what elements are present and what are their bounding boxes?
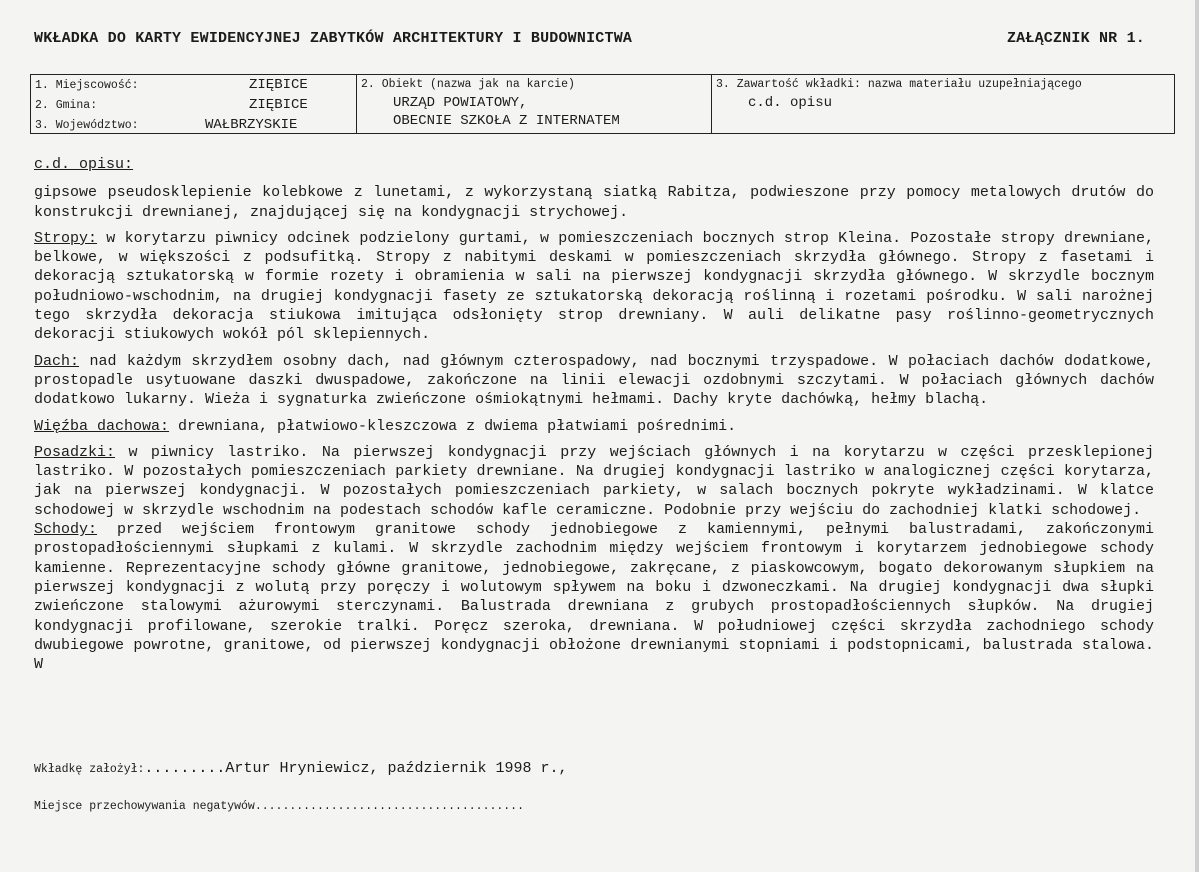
location-column (31, 75, 357, 133)
founder-value: .........Artur Hryniewicz, październik 1998 r., (144, 760, 568, 777)
negatives-line (34, 800, 524, 813)
commune-value: ZIĘBICE (249, 97, 308, 113)
annex-number: ZAŁĄCZNIK NR 1. (1006, 30, 1145, 47)
floors-text: w piwnicy lastriko. Na pierwszej kondygnacji przy wejściach głównych i na korytarzu w części przesklepionej lastriko. W pozostałych pomieszczeniach parkiety drewniane. Na drugiej kondygnacji lastriko w analogicznej części korytarza, jak na pierwszej kondygnacji. W pozostałych pomieszczeniach parkiety, w salach bocznych pokryte wykładzinami. W klatce schodowej w skrzydle wschodnim na podestach schodów kafle ceramiczne. Podobnie przy wejściu do zachodniej klatki schodowej. (34, 443, 1154, 519)
floors-label: Posadzki: (34, 443, 116, 461)
roof-label: Dach: (34, 352, 80, 370)
stairs-text: przed wejściem frontowym granitowe schody jednobiegowe z kamiennymi, pełnymi balustradami, zakończonymi prostopadłościennymi słupkami z kulami. W skrzydle zachodnim między wejściem frontowym i korytarzem jednobiegowe schody kamienne. Reprezentacyjne schody główne granitowe, jednobiegowe, zakręcane, z piaskowcowym, bogato dekorowanym słupkiem na pierwszej kondygnacji z wolutą przy poręczy i wolutowym spływem na boku i dzwoneczkami. Na drugiej kondygnacji dwa słupki zwieńczone stalowymi ażurowymi sterczynami. Balustrada drewniana z grubych prostopadłościennych słupków. Na drugiej kondygnacji profilowane, szerokie tralki. Poręcz szeroka, drewniana. W południowej części skrzydła zachodniego schody dwubiegowe powrotne, granitowe, od pierwszej kondygnacji obłożone drewnianymi stopniami i podstopnicami, balustrada stalowa. W (34, 521, 1154, 674)
truss-text: drewniana, płatwiowo-kleszczowa z dwiema płatwiami pośrednimi. (169, 417, 737, 435)
roof-paragraph (34, 352, 1154, 410)
negatives-label: Miejsce przechowywania negatywów (34, 800, 255, 813)
description-body (34, 155, 1154, 681)
ceilings-label: Stropy: (34, 229, 98, 247)
object-label: 2. Obiekt (nazwa jak na karcie) (361, 78, 575, 91)
content-value: c.d. opisu (748, 95, 833, 111)
truss-paragraph (34, 417, 1154, 436)
section-heading: c.d. opisu: (34, 156, 134, 173)
object-column (357, 75, 712, 133)
object-name-line1: URZĄD POWIATOWY, (393, 95, 528, 111)
founder-line (34, 760, 568, 777)
scan-edge (1195, 0, 1199, 872)
info-table (30, 74, 1175, 134)
voivodeship-label: 3. Województwo: (35, 119, 139, 132)
stairs-label: Schody: (34, 521, 98, 539)
intro-paragraph: gipsowe pseudosklepienie kolebkowe z lunetami, z wykorzystaną siatką Rabitza, podwieszone przy pomocy metalowych drutów do konstrukcji drewnianej, znajdującej się na kondygnacji strychowej. (34, 184, 1154, 221)
locality-label: 1. Miejscowość: (35, 79, 139, 92)
founder-label: Wkładkę założył: (34, 763, 145, 776)
commune-label: 2. Gmina: (35, 99, 98, 112)
ceilings-paragraph (34, 229, 1154, 345)
locality-value: ZIĘBICE (249, 77, 308, 93)
truss-label: Więźba dachowa: (34, 417, 170, 435)
floors-paragraph (34, 443, 1154, 520)
object-name-line2: OBECNIE SZKOŁA Z INTERNATEM (393, 113, 620, 129)
negatives-value: ....................................... (254, 800, 524, 813)
roof-text: nad każdym skrzydłem osobny dach, nad głównym czterospadowy, nad bocznymi trzyspadowe. W połaciach dachów dodatkowe, prostopadle usytuowane daszki dwuspadowe, zakończone na linii elewacji ozdobnymi szczytami. W połaciach głównych dachów dodatkowo lukarny. Wieża i sygnaturka zwieńczone ośmiokątnymi hełmami. Dachy kryte dachówką, hełmy blachą. (34, 352, 1154, 409)
document-title: WKŁADKA DO KARTY EWIDENCYJNEJ ZABYTKÓW ARCHITEKTURY I BUDOWNICTWA (34, 30, 633, 47)
content-label: 3. Zawartość wkładki: nazwa materiału uzupełniającego (716, 78, 1082, 91)
stairs-paragraph (34, 520, 1154, 674)
voivodeship-value: WAŁBRZYSKIE (205, 117, 298, 133)
content-column (712, 75, 1174, 133)
ceilings-text: w korytarzu piwnicy odcinek podzielony gurtami, w pomieszczeniach bocznych strop Kleina. Pozostałe stropy drewniane, belkowe, w większości z podsufitką. Stropy z nabitymi deskami w pomieszczeniach skrzydła głównego. Stropy z fasetami i dekoracją sztukatorską w formie rozety i obramienia w sali na pierwszej kondygnacji skrzydła głównego. W skrzydle bocznym południowo-wschodnim, na drugiej kondygnacji fasety ze sztukatorską dekoracją roślinną i rozetami pośrodku. W sali narożnej tego skrzydła dekoracja stiukowa imitująca odsłonięty strop drewniany. W auli delikatne pasy roślinno-geometrycznych dekoracji stiukowych wokół pól sklepiennych. (34, 229, 1154, 344)
